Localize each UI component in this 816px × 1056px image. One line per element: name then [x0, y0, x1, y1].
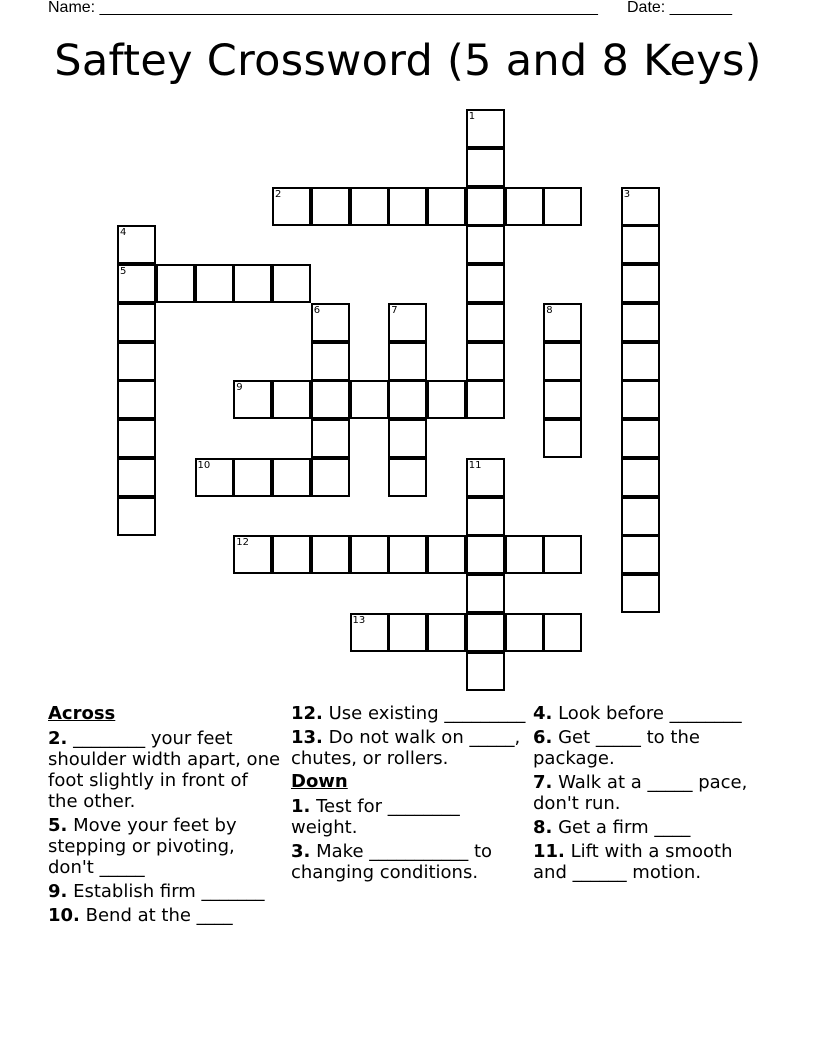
- crossword-cell[interactable]: [621, 419, 660, 458]
- crossword-cell[interactable]: [427, 613, 466, 652]
- crossword-cell[interactable]: [621, 303, 660, 342]
- clue-item-text: Test for ________ weight.: [291, 796, 460, 838]
- clue-item-text: Lift with a smooth and ______ motion.: [533, 841, 733, 883]
- crossword-cell[interactable]: [543, 303, 582, 342]
- crossword-cell[interactable]: [621, 497, 660, 536]
- crossword-cell[interactable]: [466, 109, 505, 148]
- crossword-cell[interactable]: [233, 535, 272, 574]
- crossword-cell[interactable]: [117, 225, 156, 264]
- crossword-cell[interactable]: [543, 380, 582, 419]
- clues-column-3: [533, 703, 768, 886]
- crossword-cell[interactable]: [466, 303, 505, 342]
- clue-item: [291, 796, 526, 838]
- clue-item-number: 3.: [291, 841, 311, 862]
- clue-item-text: Walk at a _____ pace, don't run.: [533, 772, 748, 814]
- crossword-cell[interactable]: [117, 419, 156, 458]
- clue-item-number: 9.: [48, 881, 68, 902]
- clue-item-number: 4.: [533, 703, 553, 724]
- across-heading: Across: [48, 703, 116, 724]
- crossword-cell[interactable]: [466, 613, 505, 652]
- crossword-cell[interactable]: [621, 264, 660, 303]
- clue-item-number: 5.: [48, 815, 68, 836]
- clue-number: 7: [391, 304, 398, 316]
- clue-item-text: Use existing _________: [322, 703, 526, 724]
- clue-number: 2: [275, 188, 282, 200]
- clue-item: [533, 703, 768, 724]
- crossword-cell[interactable]: [466, 380, 505, 419]
- clue-item-number: 7.: [533, 772, 553, 793]
- crossword-cell[interactable]: [505, 613, 544, 652]
- crossword-cell[interactable]: [543, 187, 582, 226]
- crossword-cell[interactable]: [388, 458, 427, 497]
- clue-item: [48, 881, 283, 902]
- crossword-cell[interactable]: [272, 380, 311, 419]
- crossword-cell[interactable]: [505, 187, 544, 226]
- crossword-cell[interactable]: [543, 613, 582, 652]
- clue-number: 6: [313, 304, 321, 316]
- crossword-cell[interactable]: [466, 264, 505, 303]
- crossword-cell[interactable]: [272, 535, 311, 574]
- crossword-cell[interactable]: [117, 497, 156, 536]
- crossword-cell[interactable]: [233, 458, 272, 497]
- crossword-cell[interactable]: [427, 187, 466, 226]
- clue-item: [291, 727, 526, 769]
- crossword-cell[interactable]: [388, 419, 427, 458]
- crossword-cell[interactable]: [466, 187, 505, 226]
- clue-item-text: Move your feet by stepping or pivoting, don't _____: [48, 815, 237, 878]
- crossword-cell[interactable]: [543, 342, 582, 381]
- crossword-cell[interactable]: [621, 380, 660, 419]
- clue-item: [48, 728, 283, 812]
- across-clue-list-continued: [291, 703, 526, 769]
- crossword-cell[interactable]: [233, 264, 272, 303]
- clue-item-number: 12.: [291, 703, 323, 724]
- crossword-cell[interactable]: [388, 380, 427, 419]
- crossword-cell[interactable]: [543, 535, 582, 574]
- name-field-label: Name: ________________________________________________________: [48, 0, 598, 16]
- crossword-cell[interactable]: [466, 148, 505, 187]
- crossword-cell[interactable]: [311, 535, 350, 574]
- crossword-cell[interactable]: [388, 535, 427, 574]
- across-clue-list: [48, 728, 283, 926]
- crossword-cell[interactable]: [427, 380, 466, 419]
- crossword-cell[interactable]: [621, 574, 660, 613]
- crossword-cell[interactable]: [156, 264, 195, 303]
- crossword-cell[interactable]: [311, 187, 350, 226]
- clue-item-text: Establish firm _______: [67, 881, 265, 902]
- crossword-cell[interactable]: [350, 380, 389, 419]
- crossword-cell[interactable]: [195, 458, 234, 497]
- crossword-cell[interactable]: [388, 187, 427, 226]
- crossword-cell[interactable]: [621, 458, 660, 497]
- crossword-cell[interactable]: [466, 652, 505, 691]
- clue-item: [533, 772, 768, 814]
- crossword-cell[interactable]: [621, 535, 660, 574]
- clue-item-number: 13.: [291, 727, 323, 748]
- crossword-cell[interactable]: [466, 497, 505, 536]
- clue-item: [533, 817, 768, 838]
- crossword-cell[interactable]: [466, 574, 505, 613]
- clue-item: [291, 841, 526, 883]
- clue-number: 8: [546, 304, 553, 316]
- clue-item-number: 11.: [533, 841, 565, 862]
- clue-item: [48, 905, 283, 926]
- clue-number: 13: [352, 614, 366, 626]
- page-title: Saftey Crossword (5 and 8 Keys): [54, 36, 762, 86]
- clue-item-text: Look before ________: [552, 703, 742, 724]
- clues-column-2: [291, 703, 526, 886]
- crossword-cell[interactable]: [311, 303, 350, 342]
- clue-item: [48, 815, 283, 878]
- clue-number: 1: [468, 111, 476, 122]
- crossword-cell[interactable]: [272, 264, 311, 303]
- crossword-cell[interactable]: [311, 342, 350, 381]
- clue-item-text: Get a firm ____: [552, 817, 691, 838]
- crossword-cell[interactable]: [466, 225, 505, 264]
- clue-item-number: 2.: [48, 728, 68, 749]
- clue-item: [291, 703, 526, 724]
- crossword-cell[interactable]: [272, 187, 311, 226]
- clue-number: 3: [623, 188, 631, 200]
- down-clue-list: [291, 796, 526, 883]
- crossword-cell[interactable]: [117, 458, 156, 497]
- crossword-cell[interactable]: [117, 342, 156, 381]
- clue-number: 5: [120, 266, 127, 277]
- crossword-cell[interactable]: [350, 535, 389, 574]
- clue-number: 9: [236, 382, 243, 394]
- crossword-cell[interactable]: [466, 342, 505, 381]
- crossword-cell[interactable]: [117, 380, 156, 419]
- down-clue-list-continued: [533, 703, 768, 883]
- crossword-cell[interactable]: [621, 225, 660, 264]
- crossword-cell[interactable]: [117, 264, 156, 303]
- crossword-cell[interactable]: [117, 303, 156, 342]
- crossword-cell[interactable]: [388, 342, 427, 381]
- clue-item-number: 1.: [291, 796, 311, 817]
- crossword-cell[interactable]: [388, 303, 427, 342]
- crossword-cell[interactable]: [427, 535, 466, 574]
- crossword-cell[interactable]: [311, 380, 350, 419]
- clue-number: 4: [120, 227, 127, 239]
- clue-number: 10: [197, 459, 211, 471]
- crossword-cell[interactable]: [621, 187, 660, 226]
- clue-item-number: 6.: [533, 727, 553, 748]
- clue-number: 12: [236, 537, 249, 549]
- crossword-cell[interactable]: [543, 419, 582, 458]
- clue-item-number: 10.: [48, 905, 80, 926]
- crossword-cell[interactable]: [195, 264, 234, 303]
- clue-item-number: 8.: [533, 817, 553, 838]
- crossword-cell[interactable]: [350, 187, 389, 226]
- crossword-cell[interactable]: [233, 380, 272, 419]
- clue-item: [533, 841, 768, 883]
- clue-item-text: Do not walk on _____, chutes, or rollers.: [291, 727, 521, 769]
- crossword-cell[interactable]: [350, 613, 389, 652]
- clue-item-text: Bend at the ____: [79, 905, 233, 926]
- crossword-cell[interactable]: [466, 458, 505, 497]
- clue-item-text: Get _____ to the package.: [533, 727, 700, 769]
- crossword-cell[interactable]: [505, 535, 544, 574]
- clue-item-text: Make ___________ to changing conditions.: [291, 841, 493, 883]
- crossword-cell[interactable]: [311, 419, 350, 458]
- clues-column-1: [48, 703, 283, 929]
- clue-item: [533, 727, 768, 769]
- crossword-cell[interactable]: [272, 458, 311, 497]
- date-field-label: Date: _______: [627, 0, 732, 16]
- clue-number: 11: [468, 459, 482, 471]
- crossword-cell[interactable]: [466, 535, 505, 574]
- clue-item-text: ________ your feet shoulder width apart, one foot slightly in front of the other.: [48, 728, 281, 812]
- crossword-cell[interactable]: [311, 458, 350, 497]
- down-heading: Down: [291, 771, 348, 792]
- crossword-cell[interactable]: [388, 613, 427, 652]
- crossword-cell[interactable]: [621, 342, 660, 381]
